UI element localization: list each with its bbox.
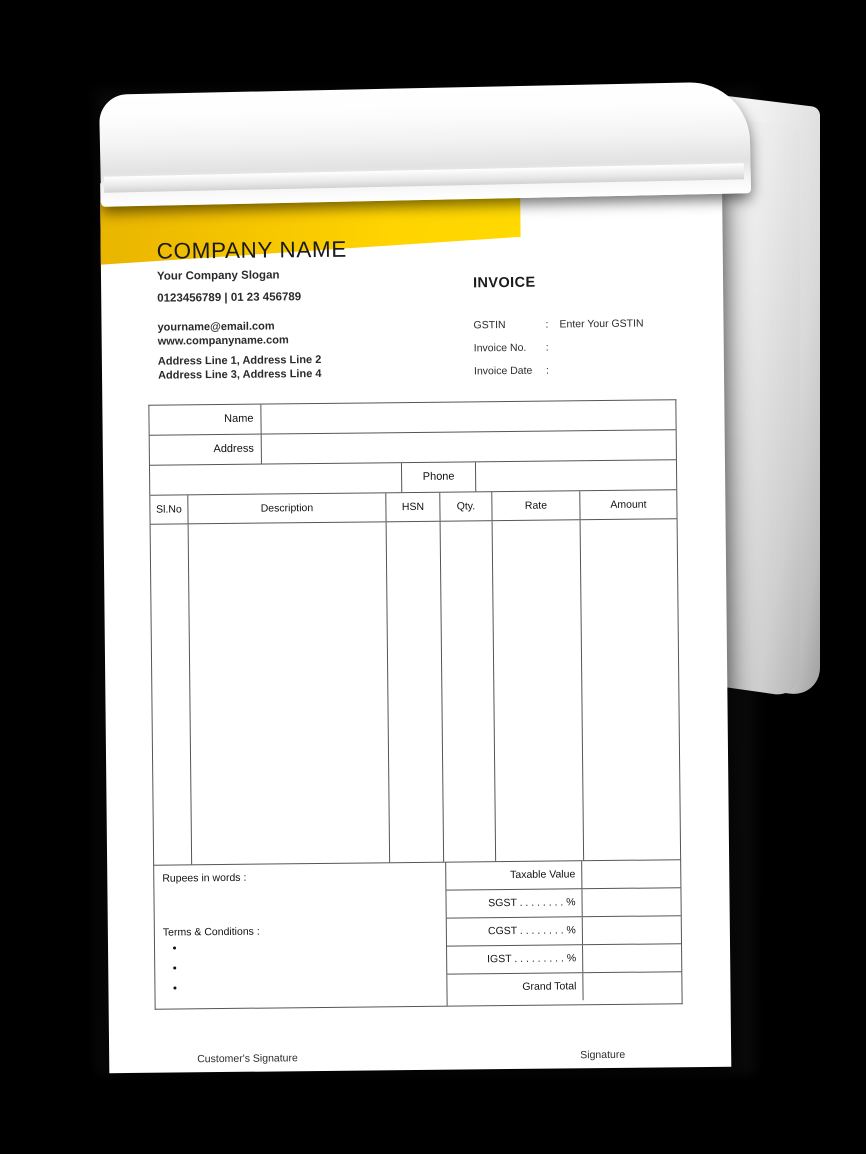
phone-value — [476, 460, 676, 491]
bill-to-address-value — [262, 430, 676, 463]
notes-and-terms — [154, 863, 447, 1009]
company-name: COMPANY NAME — [156, 236, 348, 264]
totals-label-grand-total: Grand Total — [447, 973, 583, 1001]
totals-value-igst — [583, 944, 681, 972]
invoice-meta-row-number — [474, 341, 644, 366]
invoice-sheet — [100, 177, 731, 1073]
totals-row-taxable-value — [446, 860, 680, 890]
company-phone-numbers: 0123456789 | 01 23 456789 — [157, 291, 302, 305]
terms-item — [185, 980, 436, 1003]
totals-label-sgst: SGST . . . . . . . . % — [446, 889, 582, 917]
invoice-header — [100, 177, 724, 406]
invoice-no-label: Invoice No. — [473, 341, 527, 355]
company-slogan: Your Company Slogan — [156, 269, 280, 283]
items-table-body — [151, 519, 681, 864]
invoice-footer-block — [153, 860, 682, 1010]
items-column-amount — [581, 519, 681, 860]
totals-row-sgst — [446, 888, 680, 918]
items-column-qty — [441, 521, 497, 862]
bill-to-address-continuation — [150, 463, 402, 495]
totals-value-cgst — [583, 916, 681, 944]
signature-row — [155, 1048, 683, 1066]
bill-to-block — [148, 399, 677, 496]
invoice-meta-block — [473, 318, 644, 389]
company-address-line-1: Address Line 1, Address Line 2 — [157, 353, 322, 368]
invoice-meta-row-date — [474, 364, 644, 389]
items-table — [149, 490, 681, 866]
phone-label: Phone — [402, 462, 476, 492]
bill-to-address-label: Address — [150, 435, 262, 465]
column-header-rate: Rate — [492, 491, 580, 520]
totals-label-taxable-value: Taxable Value — [446, 861, 582, 889]
totals-label-cgst: CGST . . . . . . . . % — [447, 917, 583, 945]
company-address — [158, 353, 322, 383]
invoice-date-label: Invoice Date — [473, 364, 533, 378]
company-signature-label: Signature — [580, 1048, 626, 1062]
terms-title: Terms & Conditions : — [162, 925, 260, 939]
totals-table — [446, 860, 681, 1005]
column-header-hsn: HSN — [386, 493, 440, 522]
column-header-description: Description — [188, 493, 386, 523]
bill-to-name-value — [261, 400, 675, 433]
items-column-slno — [151, 524, 193, 864]
company-website: www.companyname.com — [157, 334, 289, 348]
column-header-slno: Sl.No — [150, 495, 188, 523]
totals-label-igst: IGST . . . . . . . . . % — [447, 945, 583, 973]
totals-value-grand-total — [583, 972, 681, 1000]
items-column-description — [189, 522, 391, 864]
totals-value-taxable-value — [582, 860, 680, 888]
totals-row-grand-total — [447, 972, 681, 1001]
invoice-meta-row-gstin — [473, 318, 643, 343]
gstin-value: Enter Your GSTIN — [559, 317, 644, 331]
totals-value-sgst — [582, 888, 680, 916]
rupees-in-words-label: Rupees in words : — [162, 871, 247, 885]
items-column-hsn — [387, 522, 445, 863]
terms-list — [163, 940, 437, 1003]
terms-item — [185, 960, 436, 983]
column-header-amount: Amount — [610, 498, 647, 511]
totals-row-cgst — [447, 916, 681, 946]
invoice-date-colon: : — [545, 364, 549, 377]
items-column-rate — [493, 520, 585, 861]
invoice-title: INVOICE — [473, 274, 536, 292]
customer-signature-label: Customer's Signature — [197, 1052, 298, 1066]
invoice-no-colon: : — [545, 341, 549, 354]
company-address-line-2: Address Line 3, Address Line 4 — [157, 367, 322, 382]
terms-item — [185, 940, 436, 963]
gstin-colon: : — [545, 318, 549, 331]
company-contact-web — [157, 319, 288, 348]
gstin-label: GSTIN — [473, 319, 506, 332]
column-header-qty: Qty. — [440, 492, 492, 521]
invoice-document — [100, 177, 731, 1073]
bill-to-name-label: Name — [149, 405, 261, 435]
company-email: yourname@email.com — [157, 320, 275, 334]
totals-row-igst — [447, 944, 681, 974]
